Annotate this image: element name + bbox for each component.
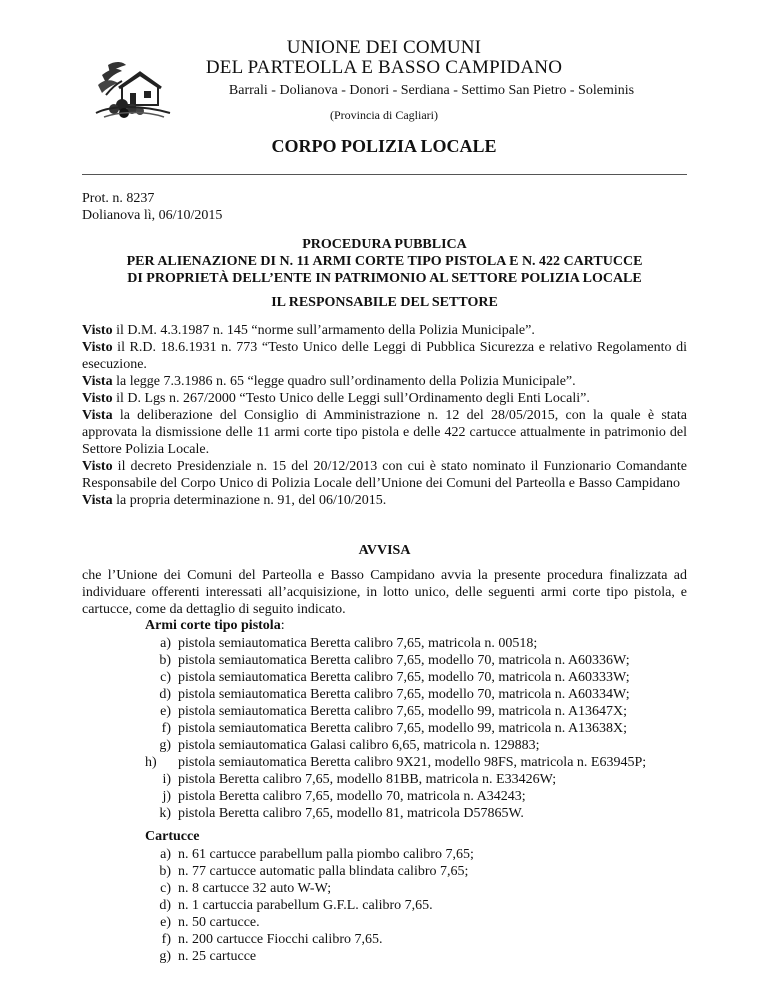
visto-paragraph: Visto il D. Lgs n. 267/2000 “Testo Unico delle Leggi sull’Ordinamento degli Enti Locali”. <box>82 391 590 406</box>
list-item: d) n. 1 cartuccia parabellum G.F.L. calibro 7,65. <box>159 898 433 913</box>
procedure-title-line2: PER ALIENAZIONE DI N. 11 ARMI CORTE TIPO PISTOLA E N. 422 CARTUCCE <box>126 254 643 269</box>
list-item: c) pistola semiautomatica Beretta calibro 7,65, modello 70, matricola n. A60333W; <box>160 670 630 685</box>
list-item: d) pistola semiautomatica Beretta calibro 7,65, modello 70, matricola n. A60334W; <box>159 687 630 702</box>
list-item: g) n. 25 cartucce <box>159 949 257 964</box>
header-provincia: (Provincia di Cagliari) <box>330 108 438 122</box>
header-title-line2: DEL PARTEOLLA E BASSO CAMPIDANO <box>205 57 563 78</box>
cartucce-list <box>145 846 687 965</box>
avvisa-heading: AVVISA <box>358 543 411 558</box>
visto-paragraph: Vista la deliberazione del Consiglio di Amministrazione n. 12 del 28/05/2015, con la quale è stata approvata la dismissione delle 11 armi corte tipo pistola e delle 422 cartucce attualmente in patrimonio del Settore Polizia Locale. <box>82 408 687 457</box>
list-item: i) pistola Beretta calibro 7,65, modello 81BB, matricola n. E33426W; <box>162 772 557 787</box>
visto-paragraph: Visto il R.D. 18.6.1931 n. 773 “Testo Unico delle Leggi di Pubblica Sicurezza e relativo Regolamento di esecuzione. <box>82 340 687 372</box>
list-item: e) n. 50 cartucce. <box>160 915 260 930</box>
armi-list <box>145 635 687 822</box>
header-comuni: Barrali - Dolianova - Donori - Serdiana - Settimo San Pietro - Soleminis <box>228 83 635 98</box>
procedure-title-line3: DI PROPRIETÀ DELL’ENTE IN PATRIMONIO AL SETTORE POLIZIA LOCALE <box>127 271 642 286</box>
cartucce-title: Cartucce <box>145 829 200 844</box>
list-item: j) pistola Beretta calibro 7,65, modello 70, matricola n. A34243; <box>162 789 526 804</box>
list-item: a) n. 61 cartucce parabellum palla piombo calibro 7,65; <box>160 847 474 862</box>
list-item: f) n. 200 cartucce Fiocchi calibro 7,65. <box>161 932 383 947</box>
responsabile-heading: IL RESPONSABILE DEL SETTORE <box>271 295 498 310</box>
list-item: k) pistola Beretta calibro 7,65, modello 81, matricola D57865W. <box>159 806 524 821</box>
visto-paragraph: Visto il D.M. 4.3.1987 n. 145 “norme sull’armamento della Polizia Municipale”. <box>82 323 535 338</box>
list-item: g) pistola semiautomatica Galasi calibro 6,65, matricola n. 129883; <box>159 738 540 753</box>
procedure-title <box>82 236 687 287</box>
list-item: b) pistola semiautomatica Beretta calibro 7,65, modello 70, matricola n. A60336W; <box>159 653 630 668</box>
list-item: b) n. 77 cartucce automatic palla blindata calibro 7,65; <box>159 864 469 879</box>
header-title-line1: UNIONE DEI COMUNI <box>286 37 482 58</box>
list-item: e) pistola semiautomatica Beretta calibro 7,65, modello 99, matricola n. A13647X; <box>160 704 628 719</box>
visto-paragraph: Visto il decreto Presidenziale n. 15 del 20/12/2013 con cui è stato nominato il Funzionario Comandante Responsabile del Corpo Unico di Polizia Locale dell’Unione dei Comuni del Parteolla e Basso Campidano <box>82 459 687 491</box>
armi-title: Armi corte tipo pistola: <box>145 618 285 633</box>
list-item: c) n. 8 cartucce 32 auto W-W; <box>160 881 332 896</box>
header-divider <box>82 174 687 175</box>
protocol-place-date: Dolianova lì, 06/10/2015 <box>82 208 223 223</box>
procedure-title-line1: PROCEDURA PUBBLICA <box>302 237 467 252</box>
visto-paragraph: Vista la propria determinazione n. 91, del 06/10/2015. <box>82 493 387 508</box>
list-item: h) pistola semiautomatica Beretta calibro 9X21, modello 98FS, matricola n. E63945P; <box>145 755 647 770</box>
list-item: f) pistola semiautomatica Beretta calibro 7,65, modello 99, matricola n. A13638X; <box>161 721 628 736</box>
intro-paragraph: che l’Unione dei Comuni del Parteolla e Basso Campidano avvia la presente procedura finalizzata ad individuare offerenti interessati all’acquisizione, in lotto unico, delle seguenti armi corte tipo pistola, e cartucce, come da dettaglio di seguito indicato. <box>82 568 687 617</box>
header-corpo: CORPO POLIZIA LOCALE <box>271 136 497 156</box>
visto-paragraph: Vista la legge 7.3.1986 n. 65 “legge quadro sull’ordinamento della Polizia Municipale”. <box>82 374 576 389</box>
visti-section <box>82 322 687 509</box>
protocol-block <box>82 190 687 224</box>
list-item: a) pistola semiautomatica Beretta calibro 7,65, matricola n. 00518; <box>160 636 538 651</box>
protocol-number: Prot. n. 8237 <box>82 191 155 206</box>
